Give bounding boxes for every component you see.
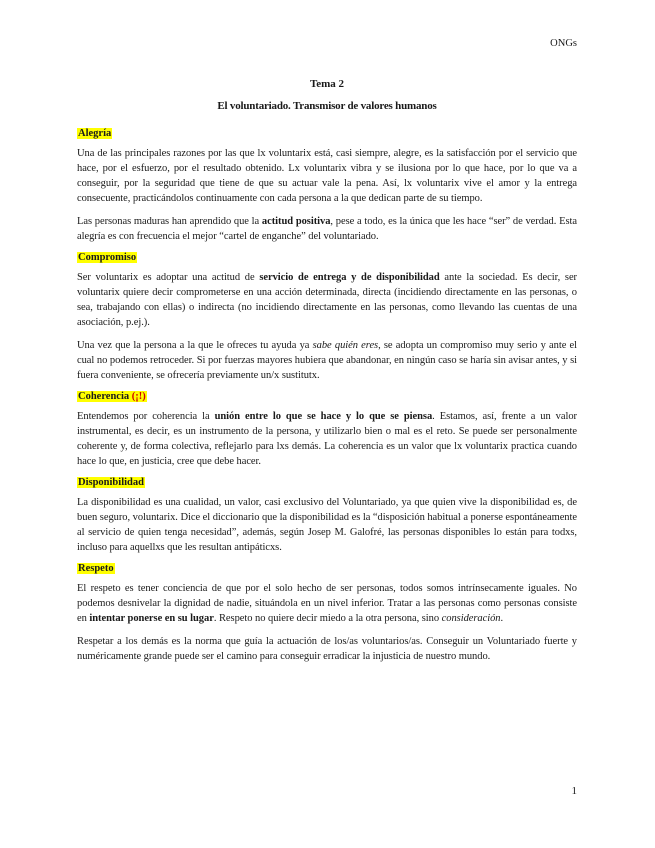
heading-alegria-label: Alegría — [78, 128, 112, 139]
text-run: ante la sociedad. Es decir, ser voluntarix quiere decir comprometerse en una acción determinada, directa (incidiendo directamente en las personas, o sea, trabajando con ellas) o indirecta (no incidiendo directamente en las personas, como llevando las cuentas de una asociación, p.ej.). — [77, 272, 577, 328]
text-run: Las personas maduras han aprendido que la — [77, 216, 262, 227]
respeto-paragraph-1 — [77, 581, 577, 626]
running-header: ONGs — [550, 38, 577, 49]
heading-coherencia-text: Coherencia — [78, 391, 130, 402]
page-number: 1 — [571, 785, 577, 797]
text-run: . Estamos, así, frente a un valor instrumental, es decir, es un instrumento de la persona, y utilizarlo bien o mal es el reto. Se puede ser personalmente coherente y, de forma colectiva, reflejarlo para lxs demás. La coherencia es un valor que lx voluntarix practica cuando hace lo que, en justicia, cree que debe hacer. — [77, 411, 578, 467]
compromiso-paragraph-1 — [77, 270, 577, 330]
topic-subtitle: El voluntariado. Transmisor de valores humanos — [217, 100, 437, 112]
text-run: Entendemos por coherencia la — [77, 411, 215, 422]
text-run: El respeto es tener conciencia de que por el solo hecho de ser personas, todos somos intrínsecamente iguales. No podemos desnivelar la dignidad de nadie, situándola en un nivel inferior. Tratar a las personas como personas consiste en — [77, 583, 577, 624]
document-body — [77, 78, 577, 672]
text-run: Una vez que la persona a la que le ofreces tu ayuda ya — [77, 340, 313, 351]
text-run: , se adopta un compromiso muy serio y ante el cual no podemos retroceder. Si por fuerzas mayores hubiera que abandonar, en ningún caso se haría sin avisar antes, y si fuera conveniente, se ofrecería previamente un/x sustitutx. — [77, 340, 577, 381]
text-run: , pese a todo, es la única que les hace “ser” de verdad. Esta alegría es con frecuencia el mejor “cartel de enganche” del voluntariado. — [77, 216, 577, 242]
heading-disponibilidad-label: Disponibilidad — [78, 477, 144, 488]
section-heading-coherencia — [77, 391, 577, 402]
coherencia-paragraph-1 — [77, 409, 577, 469]
text-run: . — [500, 613, 504, 624]
heading-respeto-label: Respeto — [78, 563, 114, 574]
section-heading-alegria — [77, 128, 577, 139]
emphasis-bold: unión entre lo que se hace y lo que se piensa — [214, 411, 433, 422]
emphasis-bold: servicio de entrega y de disponibilidad — [259, 272, 440, 283]
section-heading-disponibilidad — [77, 477, 577, 488]
emphasis-bold: actitud positiva — [261, 216, 331, 227]
alegria-paragraph-1: Una de las principales razones por las que lx voluntarix está, casi siempre, alegre, es la satisfacción por el servicio que hace, por el esfuerzo, por el resultado obtenido. Lx voluntarix vibra y se ilusiona por lo que hace, por lo que va a conseguir, por la seguridad que tiene de que su actuar vale la pena. Así, lx voluntarix vive el amor y la entrega consecuente, practicándolos continuamente con cada persona a la que dedican parte de su tiempo. — [77, 148, 577, 204]
heading-compromiso-label: Compromiso — [78, 252, 137, 263]
compromiso-paragraph-2 — [77, 338, 577, 383]
section-heading-respeto — [77, 563, 577, 574]
disponibilidad-paragraph-1: La disponibilidad es una cualidad, un valor, casi exclusivo del Voluntariado, ya que quien vive la disponibilidad es, de buen seguro, voluntarix. Dice el diccionario que la disponibilidad es la “disposición habitual a ponerse espontáneamente al servicio de quien tenga necesidad”, además, según Josep M. Galofré, las personas disponibles lo están para todxs, incluso para aquellxs que les resultan antipáticxs. — [77, 497, 577, 553]
emphasis-italic: consideración — [441, 613, 501, 624]
respeto-paragraph-2: Respetar a los demás es la norma que guía la actuación de los/as voluntarios/as. Conseguir un Voluntariado fuerte y numéricamente grande puede ser el camino para conseguir erradicar la injusticia de nuestro mundo. — [77, 636, 577, 662]
alegria-paragraph-2 — [77, 214, 577, 244]
text-run: Ser voluntarix es adoptar una actitud de — [77, 272, 260, 283]
topic-title: Tema 2 — [309, 78, 345, 90]
emphasis-bold: intentar ponerse en su lugar — [89, 613, 214, 624]
emphasis-italic: sabe quién eres — [312, 340, 379, 351]
heading-coherencia-mark: (¡!) — [131, 391, 146, 402]
text-run: . Respeto no quiere decir miedo a la otra persona, sino — [213, 613, 442, 624]
section-heading-compromiso — [77, 252, 577, 263]
heading-coherencia-label — [77, 391, 147, 402]
